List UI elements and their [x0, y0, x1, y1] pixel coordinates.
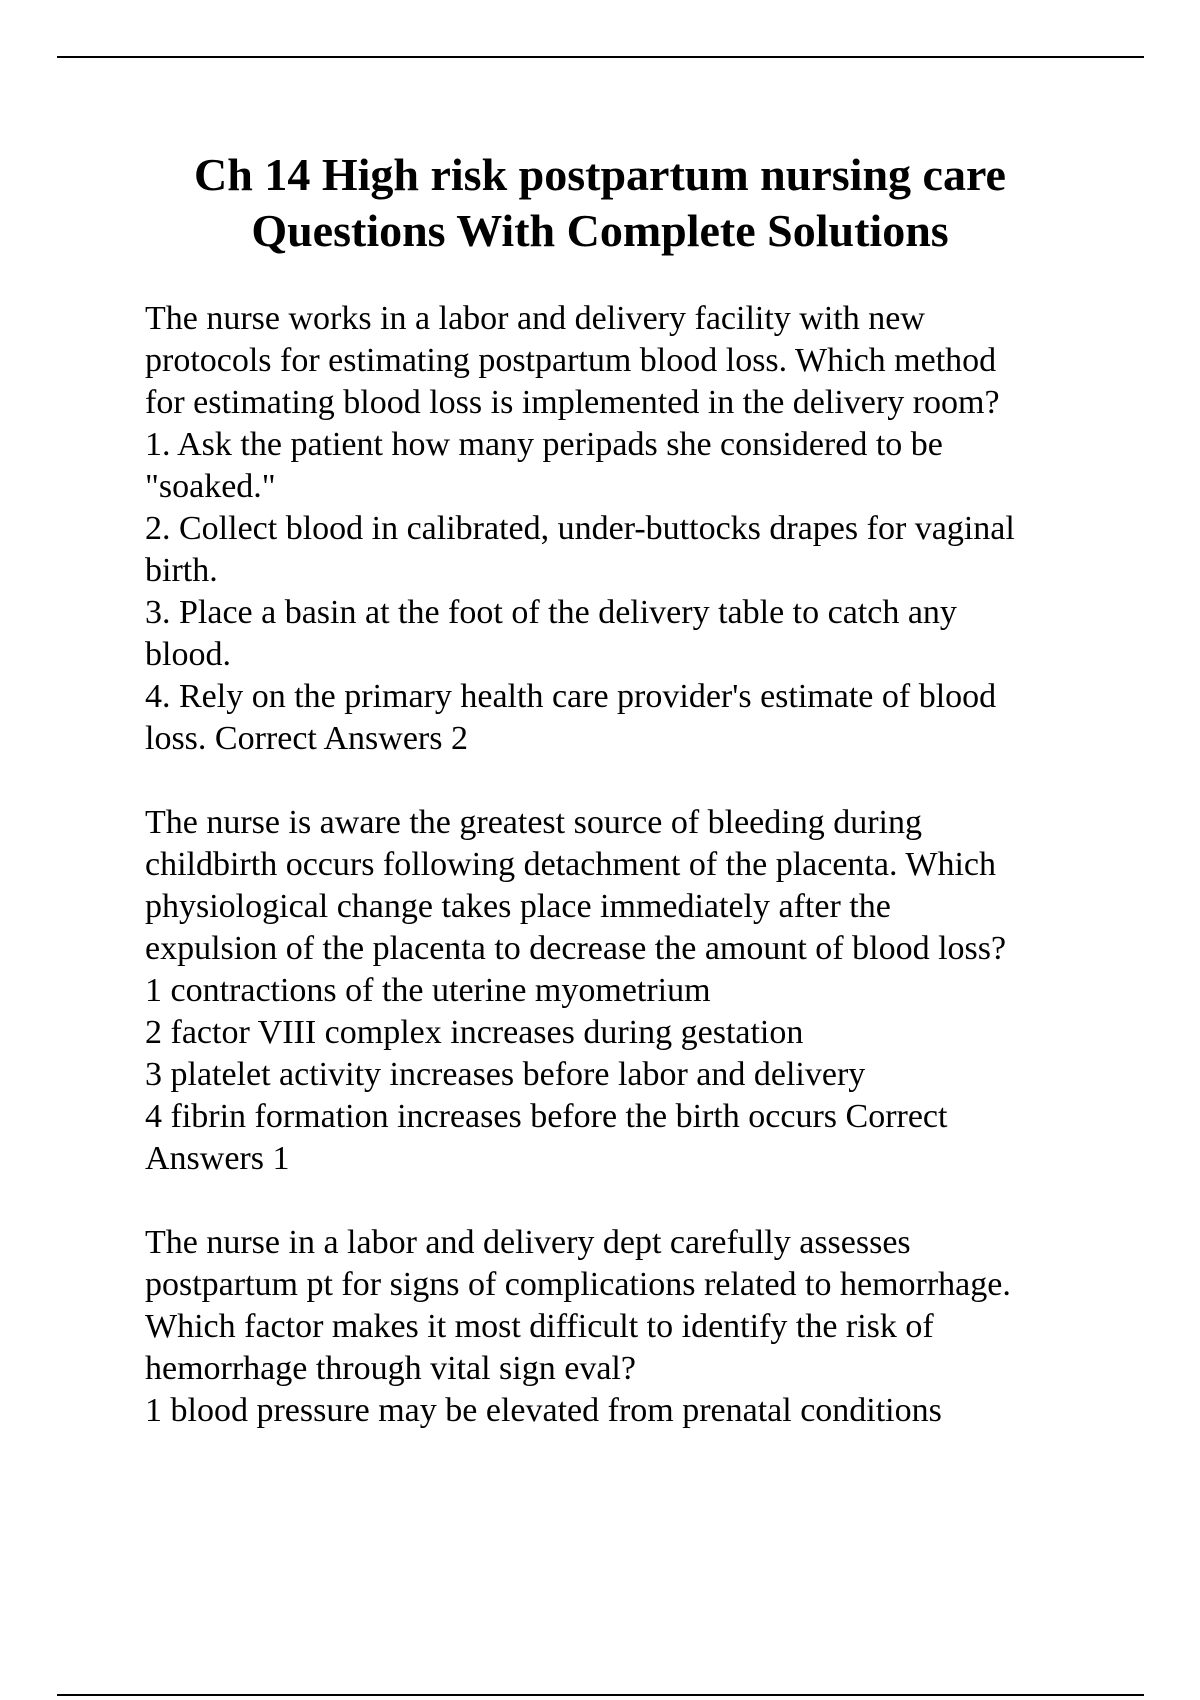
title-line-2: Questions With Complete Solutions [251, 205, 949, 256]
question-1-line-9: blood. [145, 636, 231, 673]
question-1-line-1: The nurse works in a labor and delivery facility with new [145, 300, 925, 337]
question-2-line-8: 4 fibrin formation increases before the birth occurs Correct [145, 1098, 948, 1135]
question-3-line-4: hemorrhage through vital sign eval? [145, 1350, 636, 1387]
paragraph-gap [145, 1180, 1095, 1222]
question-1-line-2: protocols for estimating postpartum blood loss. Which method [145, 342, 997, 379]
document-body [145, 298, 1095, 1432]
question-1-line-5: "soaked." [145, 468, 276, 505]
question-3-line-1: The nurse in a labor and delivery dept carefully assesses [145, 1224, 911, 1261]
question-block-2 [145, 802, 1095, 1180]
question-2-line-2: childbirth occurs following detachment of the placenta. Which [145, 846, 996, 883]
question-1-line-8: 3. Place a basin at the foot of the delivery table to catch any [145, 594, 957, 631]
question-2-line-4: expulsion of the placenta to decrease the amount of blood loss? [145, 930, 1007, 967]
question-2-line-6: 2 factor VIII complex increases during gestation [145, 1014, 804, 1051]
question-block-3 [145, 1222, 1095, 1432]
question-2-line-5: 1 contractions of the uterine myometrium [145, 972, 711, 1009]
question-1-line-10: 4. Rely on the primary health care provider's estimate of blood [145, 678, 997, 715]
question-2-line-9: Answers 1 [145, 1140, 290, 1177]
question-1-line-4: 1. Ask the patient how many peripads she considered to be [145, 426, 943, 463]
paragraph-gap [145, 760, 1095, 802]
question-3-line-3: Which factor makes it most difficult to identify the risk of [145, 1308, 934, 1345]
question-2-line-7: 3 platelet activity increases before labor and delivery [145, 1056, 866, 1093]
question-2-line-1: The nurse is aware the greatest source of bleeding during [145, 804, 922, 841]
question-block-1 [145, 298, 1095, 760]
question-1-line-7: birth. [145, 552, 218, 589]
page-title [0, 147, 1200, 259]
question-1-line-6: 2. Collect blood in calibrated, under-buttocks drapes for vaginal [145, 510, 1015, 547]
bottom-rule [57, 1694, 1144, 1696]
question-1-line-11: loss. Correct Answers 2 [145, 720, 468, 757]
question-2-line-3: physiological change takes place immediately after the [145, 888, 891, 925]
question-3-line-5: 1 blood pressure may be elevated from prenatal conditions [145, 1392, 942, 1429]
top-rule [57, 56, 1144, 58]
question-3-line-2: postpartum pt for signs of complications related to hemorrhage. [145, 1266, 1011, 1303]
question-1-line-3: for estimating blood loss is implemented in the delivery room? [145, 384, 1000, 421]
title-line-1: Ch 14 High risk postpartum nursing care [194, 149, 1006, 200]
